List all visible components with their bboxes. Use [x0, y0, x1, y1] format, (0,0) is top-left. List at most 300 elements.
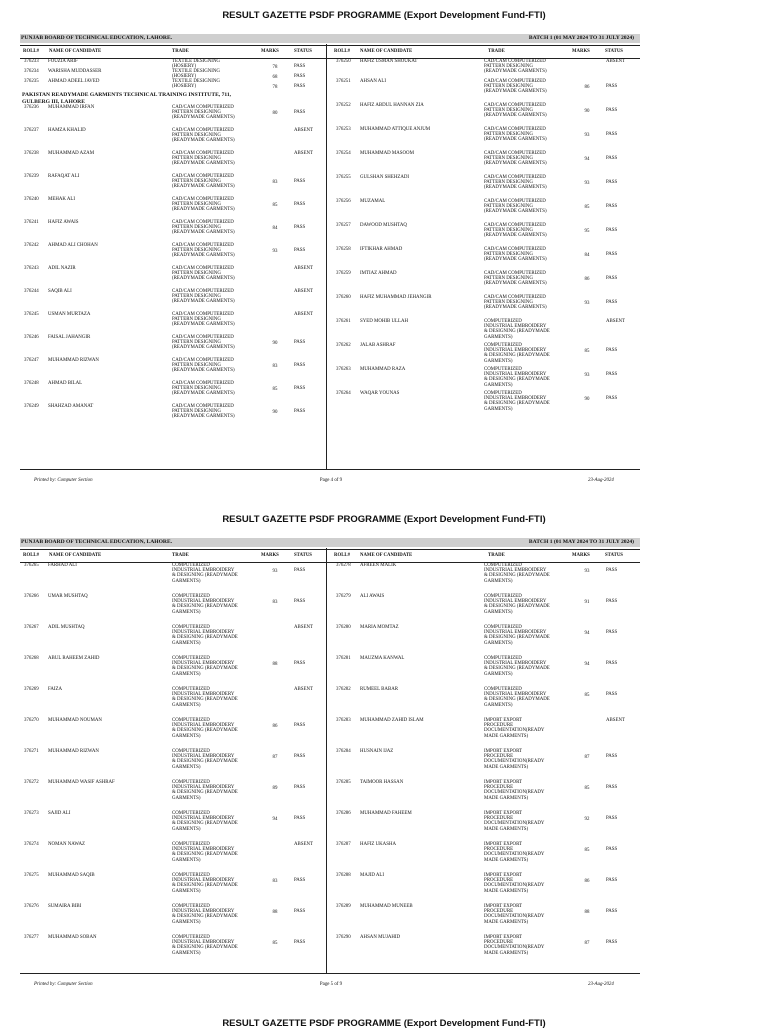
header-name: NAME OF CANDIDATE — [49, 553, 102, 558]
marks-value: 86 — [584, 879, 590, 884]
table-row — [332, 749, 638, 780]
candidate-name: HAFIZ ABDUL HANNAN ZIA — [360, 103, 424, 108]
candidate-name: SAJID ALI — [48, 811, 71, 816]
table-row — [20, 935, 326, 966]
table-header — [20, 549, 640, 563]
trade-name: TEXTILE DESIGNING (HOSIERY) — [172, 79, 220, 90]
status-value: ABSENT — [606, 59, 626, 64]
marks-value: 90 — [584, 397, 590, 402]
results-column-left — [20, 563, 326, 966]
candidate-name: HAMZA KHALID — [48, 128, 86, 133]
table-row — [20, 811, 326, 842]
status-value: ABSENT — [294, 625, 314, 630]
status-value: PASS — [294, 723, 306, 728]
roll-number: 376270 — [24, 718, 39, 723]
roll-number: 376238 — [24, 151, 39, 156]
header-roll: ROLL# — [23, 553, 39, 558]
trade-name: CAD/CAM COMPUTERIZED PATTERN DESIGNING (READYMADE GARMENTS) — [172, 381, 235, 397]
candidate-name: MUHAMMAD AZAM — [48, 151, 95, 156]
table-row — [20, 69, 326, 79]
table-row — [20, 687, 326, 718]
trade-name: COMPUTERIZED INDUSTRIAL EMBROIDERY & DESIGNING (READYMADE GARMENTS) — [172, 780, 238, 801]
candidate-name: MUHAMMAD WASIF ASHRAF — [48, 780, 115, 785]
trade-name: CAD/CAM COMPUTERIZED PATTERN DESIGNING (READYMADE GARMENTS) — [172, 105, 235, 121]
marks-value: 83 — [272, 879, 278, 884]
roll-number: 376278 — [336, 563, 351, 568]
candidate-name: GULSHAN SHEHZADI — [360, 175, 410, 180]
candidate-name: MEHAK ALI — [48, 197, 76, 202]
status-value: PASS — [606, 228, 618, 233]
status-value: PASS — [606, 252, 618, 257]
candidate-name: FAIZA — [48, 687, 63, 692]
trade-name: CAD/CAM COMPUTERIZED PATTERN DESIGNING (READYMADE GARMENTS) — [172, 128, 235, 144]
print-date: 23-Aug-2024 — [588, 982, 614, 987]
candidate-name: RUMEEL BABAR — [360, 687, 398, 692]
marks-value: 78 — [272, 85, 278, 90]
roll-number: 376257 — [336, 223, 351, 228]
header-marks: MARKS — [572, 49, 590, 54]
marks-value: 92 — [584, 817, 590, 822]
trade-name: IMPORT EXPORT PROCEDURE DOCUMENTATION(READY MADE GARMENTS) — [484, 842, 545, 863]
marks-value: 90 — [272, 341, 278, 346]
table-row — [20, 358, 326, 381]
marks-value: 88 — [272, 662, 278, 667]
marks-value: 86 — [584, 85, 590, 90]
trade-name: COMPUTERIZED INDUSTRIAL EMBROIDERY & DESIGNING (READYMADE GARMENTS) — [172, 904, 238, 925]
trade-name: CAD/CAM COMPUTERIZED PATTERN DESIGNING (READYMADE GARMENTS) — [172, 220, 235, 236]
status-value: PASS — [294, 909, 306, 914]
row-group — [20, 105, 326, 427]
candidate-name: IMTIAZ AHMAD — [360, 271, 397, 276]
roll-number: 376281 — [336, 656, 351, 661]
roll-number: 376235 — [24, 79, 39, 84]
table-row — [20, 718, 326, 749]
trade-name: IMPORT EXPORT PROCEDURE DOCUMENTATION(READY MADE GARMENTS) — [484, 811, 545, 832]
results-column-left — [20, 59, 326, 427]
table-row — [20, 312, 326, 335]
marks-value: 94 — [584, 631, 590, 636]
gazette-title: RESULT GAZETTE PSDF PROGRAMME (Export Development Fund-FTI) — [222, 10, 546, 21]
candidate-name: HAFIZ USMAN SHOUKAT — [360, 59, 418, 64]
board-band — [20, 34, 640, 43]
status-value: PASS — [606, 940, 618, 945]
status-value: PASS — [606, 396, 618, 401]
table-row — [20, 404, 326, 427]
status-value: ABSENT — [606, 319, 626, 324]
header-name: NAME OF CANDIDATE — [360, 49, 413, 54]
roll-number: 376267 — [24, 625, 39, 630]
roll-number: 376258 — [336, 247, 351, 252]
status-value: PASS — [294, 64, 306, 69]
status-value: PASS — [294, 179, 306, 184]
table-row — [20, 335, 326, 358]
candidate-name: DAWOOD MUSHTAQ — [360, 223, 407, 228]
header-trade: TRADE — [488, 49, 505, 54]
roll-number: 376261 — [336, 319, 351, 324]
roll-number: 376273 — [24, 811, 39, 816]
trade-name: CAD/CAM COMPUTERIZED PATTERN DESIGNING (READYMADE GARMENTS) — [484, 175, 547, 191]
marks-value: 91 — [584, 600, 590, 605]
roll-number: 376259 — [336, 271, 351, 276]
marks-value: 84 — [584, 253, 590, 258]
candidate-name: UMAR MUSHTAQ — [48, 594, 88, 599]
table-row — [20, 563, 326, 594]
status-value: PASS — [294, 940, 306, 945]
trade-name: CAD/CAM COMPUTERIZED PATTERN DESIGNING (READYMADE GARMENTS) — [172, 289, 235, 305]
candidate-name: MUZAMAL — [360, 199, 386, 204]
table-row — [332, 904, 638, 935]
table-row — [332, 59, 638, 79]
marks-value: 83 — [272, 600, 278, 605]
roll-number: 376285 — [336, 780, 351, 785]
roll-number: 376283 — [336, 718, 351, 723]
trade-name: CAD/CAM COMPUTERIZED PATTERN DESIGNING (READYMADE GARMENTS) — [172, 335, 235, 351]
candidate-name: HAFIZ MUHAMMAD JEHANGIR — [360, 295, 432, 300]
trade-name: COMPUTERIZED INDUSTRIAL EMBROIDERY & DESIGNING (READYMADE GARMENTS) — [484, 687, 550, 708]
status-value: PASS — [606, 878, 618, 883]
roll-number: 376243 — [24, 266, 39, 271]
trade-name: COMPUTERIZED INDUSTRIAL EMBROIDERY & DESIGNING (READYMADE GARMENTS) — [484, 343, 550, 364]
candidate-name: IFTIKHAR AHMAD — [360, 247, 403, 252]
table-row — [20, 128, 326, 151]
roll-number: 376251 — [336, 79, 351, 84]
roll-number: 376260 — [336, 295, 351, 300]
trade-name: COMPUTERIZED INDUSTRIAL EMBROIDERY & DESIGNING (READYMADE GARMENTS) — [172, 935, 238, 956]
roll-number: 376254 — [336, 151, 351, 156]
marks-value: 93 — [272, 249, 278, 254]
roll-number: 376245 — [24, 312, 39, 317]
trade-name: CAD/CAM COMPUTERIZED PATTERN DESIGNING (READYMADE GARMENTS) — [484, 151, 547, 167]
candidate-name: AHMAD ALI CHOHAN — [48, 243, 98, 248]
header-name: NAME OF CANDIDATE — [360, 553, 413, 558]
candidate-name: ALI AWAIS — [360, 594, 385, 599]
roll-number: 376276 — [24, 904, 39, 909]
marks-value: 94 — [272, 817, 278, 822]
marks-value: 87 — [272, 755, 278, 760]
status-value: PASS — [294, 110, 306, 115]
status-value: PASS — [294, 409, 306, 414]
gazette-title: RESULT GAZETTE PSDF PROGRAMME (Export Development Fund-FTI) — [222, 514, 546, 525]
table-row — [332, 718, 638, 749]
trade-name: COMPUTERIZED INDUSTRIAL EMBROIDERY & DESIGNING (READYMADE GARMENTS) — [172, 749, 238, 770]
candidate-name: MUHAMMAD MASOOM — [360, 151, 414, 156]
status-value: PASS — [606, 568, 618, 573]
marks-value: 87 — [584, 755, 590, 760]
trade-name: CAD/CAM COMPUTERIZED PATTERN DESIGNING (READYMADE GARMENTS) — [484, 247, 547, 263]
roll-number: 376233 — [24, 59, 39, 64]
table-row — [332, 656, 638, 687]
board-name: PUNJAB BOARD OF TECHNICAL EDUCATION, LAHORE. — [21, 539, 173, 545]
status-value: PASS — [294, 754, 306, 759]
status-value: PASS — [606, 348, 618, 353]
roll-number: 376236 — [24, 105, 39, 110]
roll-number: 376249 — [24, 404, 39, 409]
trade-name: TEXTILE DESIGNING (HOSIERY) — [172, 69, 220, 80]
trade-name: COMPUTERIZED INDUSTRIAL EMBROIDERY & DESIGNING (READYMADE GARMENTS) — [172, 842, 238, 863]
roll-number: 376255 — [336, 175, 351, 180]
candidate-name: HAFIZ UKASHA — [360, 842, 397, 847]
trade-name: COMPUTERIZED INDUSTRIAL EMBROIDERY & DESIGNING (READYMADE GARMENTS) — [484, 391, 550, 412]
header-marks: MARKS — [261, 553, 279, 558]
header-status: STATUS — [605, 49, 623, 54]
status-value: PASS — [294, 84, 306, 89]
candidate-name: MUHAMMAD MUNEEB — [360, 904, 413, 909]
table-row — [332, 127, 638, 151]
header-roll: ROLL# — [334, 553, 350, 558]
status-value: PASS — [294, 878, 306, 883]
roll-number: 376282 — [336, 687, 351, 692]
table-row — [20, 174, 326, 197]
status-value: PASS — [294, 248, 306, 253]
roll-number: 376241 — [24, 220, 39, 225]
marks-value: 86 — [272, 724, 278, 729]
status-value: ABSENT — [294, 312, 314, 317]
status-value: PASS — [294, 74, 306, 79]
status-value: PASS — [606, 180, 618, 185]
table-row — [332, 247, 638, 271]
table-row — [332, 687, 638, 718]
trade-name: COMPUTERIZED INDUSTRIAL EMBROIDERY & DESIGNING (READYMADE GARMENTS) — [484, 563, 550, 584]
printed-by: Printed by: Computer Section — [34, 478, 93, 483]
table-row — [332, 271, 638, 295]
table-row — [332, 343, 638, 367]
marks-value: 93 — [584, 301, 590, 306]
roll-number: 376290 — [336, 935, 351, 940]
table-row — [332, 594, 638, 625]
candidate-name: AHSAN ALI — [360, 79, 386, 84]
trade-name: IMPORT EXPORT PROCEDURE DOCUMENTATION(READY MADE GARMENTS) — [484, 718, 545, 739]
marks-value: 94 — [584, 662, 590, 667]
roll-number: 376280 — [336, 625, 351, 630]
status-value: PASS — [294, 225, 306, 230]
candidate-name: AHSAN MUJAHID — [360, 935, 401, 940]
roll-number: 376242 — [24, 243, 39, 248]
trade-name: COMPUTERIZED INDUSTRIAL EMBROIDERY & DESIGNING (READYMADE GARMENTS) — [172, 625, 238, 646]
trade-name: IMPORT EXPORT PROCEDURE DOCUMENTATION(READY MADE GARMENTS) — [484, 935, 545, 956]
status-value: ABSENT — [294, 151, 314, 156]
candidate-name: ADIL MUSHTAQ — [48, 625, 85, 630]
table-row — [332, 563, 638, 594]
roll-number: 376264 — [336, 391, 351, 396]
roll-number: 376266 — [24, 594, 39, 599]
board-name: PUNJAB BOARD OF TECHNICAL EDUCATION, LAHORE. — [21, 35, 173, 41]
roll-number: 376248 — [24, 381, 39, 386]
marks-value: 83 — [272, 364, 278, 369]
candidate-name: MAUZMA KANWAL — [360, 656, 405, 661]
institute-heading: PAKISTAN READYMADE GARMENTS TECHNICAL TRAINING INSTITUTE, 711, GULBERG III, LAHORE — [22, 92, 232, 105]
roll-number: 376237 — [24, 128, 39, 133]
trade-name: COMPUTERIZED INDUSTRIAL EMBROIDERY & DESIGNING (READYMADE GARMENTS) — [172, 687, 238, 708]
status-value: PASS — [294, 599, 306, 604]
marks-value: 85 — [584, 205, 590, 210]
roll-number: 376272 — [24, 780, 39, 785]
trade-name: COMPUTERIZED INDUSTRIAL EMBROIDERY & DESIGNING (READYMADE GARMENTS) — [484, 656, 550, 677]
marks-value: 85 — [272, 941, 278, 946]
trade-name: COMPUTERIZED INDUSTRIAL EMBROIDERY & DESIGNING (READYMADE GARMENTS) — [172, 873, 238, 894]
table-row — [20, 151, 326, 174]
marks-value: 68 — [272, 75, 278, 80]
status-value: PASS — [294, 661, 306, 666]
roll-number: 376277 — [24, 935, 39, 940]
marks-value: 90 — [584, 109, 590, 114]
marks-value: 94 — [584, 157, 590, 162]
status-value: PASS — [294, 202, 306, 207]
table-row — [20, 873, 326, 904]
marks-value: 93 — [272, 569, 278, 574]
table-row — [20, 243, 326, 266]
marks-value: 95 — [584, 229, 590, 234]
roll-number: 376252 — [336, 103, 351, 108]
candidate-name: SHAHZAD AMANAT — [48, 404, 94, 409]
status-value: ABSENT — [294, 289, 314, 294]
trade-name: TEXTILE DESIGNING (HOSIERY) — [172, 59, 220, 70]
candidate-name: MARIA MOMTAZ — [360, 625, 399, 630]
roll-number: 376289 — [336, 904, 351, 909]
table-row — [20, 105, 326, 128]
trade-name: COMPUTERIZED INDUSTRIAL EMBROIDERY & DESIGNING (READYMADE GARMENTS) — [172, 563, 238, 584]
candidate-name: SUMAIRA BIBI — [48, 904, 82, 909]
roll-number: 376244 — [24, 289, 39, 294]
status-value: PASS — [606, 909, 618, 914]
roll-number: 376271 — [24, 749, 39, 754]
candidate-name: MUHAMMAD SOBAN — [48, 935, 97, 940]
trade-name: CAD/CAM COMPUTERIZED PATTERN DESIGNING (READYMADE GARMENTS) — [172, 174, 235, 190]
batch-label: BATCH 1 (01 MAY 2024 TO 31 JULY 2024) — [528, 539, 634, 545]
status-value: PASS — [606, 204, 618, 209]
printed-by: Printed by: Computer Section — [34, 982, 93, 987]
results-column-right — [332, 59, 638, 415]
roll-number: 376250 — [336, 59, 351, 64]
trade-name: IMPORT EXPORT PROCEDURE DOCUMENTATION(READY MADE GARMENTS) — [484, 749, 545, 770]
trade-name: CAD/CAM COMPUTERIZED PATTERN DESIGNING (READYMADE GARMENTS) — [484, 223, 547, 239]
candidate-name: FAISAL JAHANGIR — [48, 335, 91, 340]
marks-value: 93 — [584, 181, 590, 186]
gazette-title: RESULT GAZETTE PSDF PROGRAMME (Export Development Fund-FTI) — [222, 1018, 546, 1029]
table-row — [332, 391, 638, 415]
table-row — [20, 59, 326, 69]
candidate-name: MUHAMMAD ZAHID ISLAM — [360, 718, 424, 723]
marks-value: 86 — [584, 277, 590, 282]
trade-name: IMPORT EXPORT PROCEDURE DOCUMENTATION(READY MADE GARMENTS) — [484, 780, 545, 801]
trade-name: COMPUTERIZED INDUSTRIAL EMBROIDERY & DESIGNING (READYMADE GARMENTS) — [172, 656, 238, 677]
trade-name: CAD/CAM COMPUTERIZED PATTERN DESIGNING (READYMADE GARMENTS) — [484, 127, 547, 143]
roll-number: 376286 — [336, 811, 351, 816]
header-name: NAME OF CANDIDATE — [49, 49, 102, 54]
candidate-name: SYED MOHIB ULLAH — [360, 319, 409, 324]
marks-value: 85 — [584, 349, 590, 354]
table-row — [332, 199, 638, 223]
header-marks: MARKS — [572, 553, 590, 558]
status-value: PASS — [606, 108, 618, 113]
table-row — [332, 103, 638, 127]
header-trade: TRADE — [488, 553, 505, 558]
trade-name: CAD/CAM COMPUTERIZED PATTERN DESIGNING (READYMADE GARMENTS) — [172, 151, 235, 167]
status-value: PASS — [606, 692, 618, 697]
trade-name: COMPUTERIZED INDUSTRIAL EMBROIDERY & DESIGNING (READYMADE GARMENTS) — [172, 811, 238, 832]
trade-name: CAD/CAM COMPUTERIZED PATTERN DESIGNING (READYMADE GARMENTS) — [484, 199, 547, 215]
header-marks: MARKS — [261, 49, 279, 54]
roll-number: 376263 — [336, 367, 351, 372]
candidate-name: ABUL RAHEEM ZAHID — [48, 656, 100, 661]
trade-name: CAD/CAM COMPUTERIZED PATTERN DESIGNING (READYMADE GARMENTS) — [484, 103, 547, 119]
candidate-name: MUHAMMAD SAQIB — [48, 873, 95, 878]
candidate-name: RAFAQAT ALI — [48, 174, 80, 179]
candidate-name: MAJID ALI — [360, 873, 385, 878]
table-row — [20, 266, 326, 289]
candidate-name: MUHAMMAD RAZA — [360, 367, 406, 372]
marks-value: 84 — [272, 226, 278, 231]
candidate-name: MUHAMMAD IRFAN — [48, 105, 95, 110]
status-value: ABSENT — [294, 128, 314, 133]
status-value: PASS — [294, 340, 306, 345]
table-row — [20, 842, 326, 873]
status-value: ABSENT — [606, 718, 626, 723]
status-value: PASS — [294, 386, 306, 391]
trade-name: CAD/CAM COMPUTERIZED PATTERN DESIGNING (READYMADE GARMENTS) — [172, 197, 235, 213]
roll-number: 376247 — [24, 358, 39, 363]
marks-value: 78 — [272, 65, 278, 70]
trade-name: IMPORT EXPORT PROCEDURE DOCUMENTATION(READY MADE GARMENTS) — [484, 904, 545, 925]
roll-number: 376288 — [336, 873, 351, 878]
candidate-name: SAQIB ALI — [48, 289, 72, 294]
trade-name: COMPUTERIZED INDUSTRIAL EMBROIDERY & DESIGNING (READYMADE GARMENTS) — [172, 718, 238, 739]
table-row — [332, 151, 638, 175]
table-row — [332, 367, 638, 391]
roll-number: 376275 — [24, 873, 39, 878]
table-row — [20, 197, 326, 220]
marks-value: 88 — [584, 910, 590, 915]
status-value: PASS — [606, 156, 618, 161]
table-row — [332, 811, 638, 842]
status-value: PASS — [606, 276, 618, 281]
table-row — [20, 625, 326, 656]
candidate-name: MUHAMMAD FAHEEM — [360, 811, 412, 816]
trade-name: CAD/CAM COMPUTERIZED PATTERN DESIGNING (READYMADE GARMENTS) — [484, 295, 547, 311]
trade-name: COMPUTERIZED INDUSTRIAL EMBROIDERY & DESIGNING (READYMADE GARMENTS) — [484, 625, 550, 646]
trade-name: CAD/CAM COMPUTERIZED PATTERN DESIGNING (READYMADE GARMENTS) — [172, 404, 235, 420]
table-row — [332, 873, 638, 904]
trade-name: CAD/CAM COMPUTERIZED PATTERN DESIGNING (READYMADE GARMENTS) — [484, 59, 547, 75]
table-row — [20, 594, 326, 625]
marks-value: 89 — [272, 786, 278, 791]
marks-value: 90 — [272, 410, 278, 415]
status-value: PASS — [294, 568, 306, 573]
status-value: PASS — [606, 754, 618, 759]
roll-number: 376265 — [24, 563, 39, 568]
table-row — [332, 175, 638, 199]
candidate-name: MUHAMMAD NOUMAN — [48, 718, 102, 723]
table-header — [20, 45, 640, 59]
status-value: PASS — [606, 300, 618, 305]
roll-number: 376239 — [24, 174, 39, 179]
status-value: PASS — [606, 785, 618, 790]
header-roll: ROLL# — [23, 49, 39, 54]
row-group — [20, 563, 326, 966]
status-value: PASS — [294, 363, 306, 368]
table-row — [332, 842, 638, 873]
status-value: ABSENT — [294, 266, 314, 271]
roll-number: 376269 — [24, 687, 39, 692]
print-date: 23-Aug-2024 — [588, 478, 614, 483]
header-status: STATUS — [294, 49, 312, 54]
trade-name: CAD/CAM COMPUTERIZED PATTERN DESIGNING (READYMADE GARMENTS) — [484, 79, 547, 95]
candidate-name: NOMAN NAWAZ — [48, 842, 85, 847]
page-number: Page 4 of 9 — [319, 478, 343, 483]
table-row — [20, 656, 326, 687]
roll-number: 376253 — [336, 127, 351, 132]
roll-number: 376274 — [24, 842, 39, 847]
status-value: ABSENT — [294, 842, 314, 847]
